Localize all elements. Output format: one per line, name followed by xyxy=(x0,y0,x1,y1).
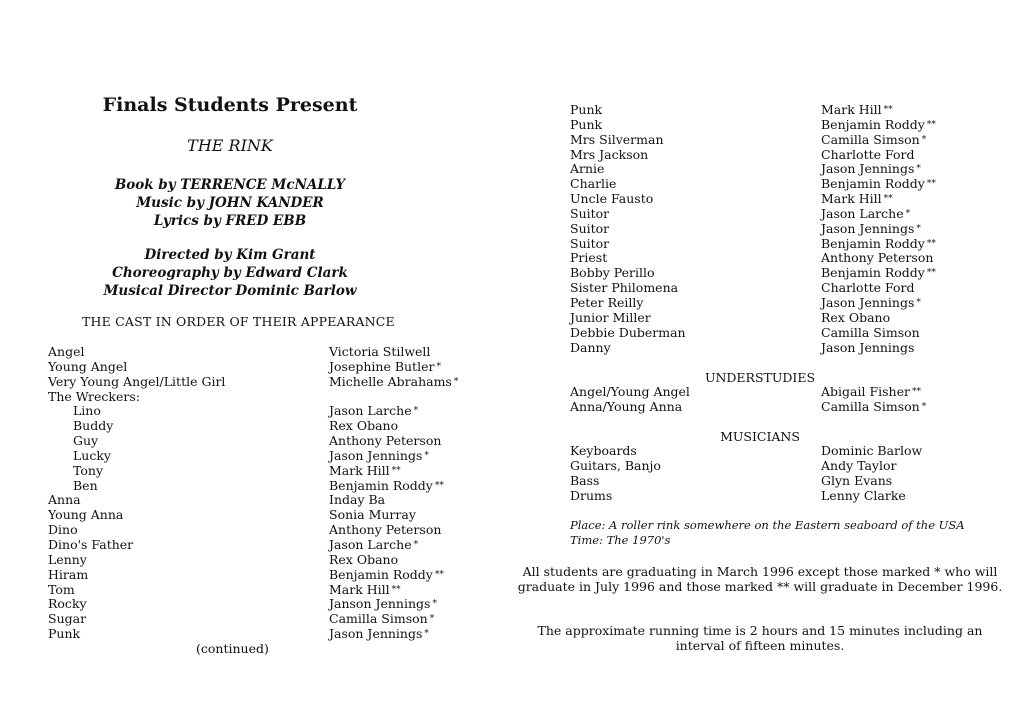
cast-row xyxy=(570,207,981,222)
performer-text: Benjamin Roddy xyxy=(821,116,925,132)
cast-row xyxy=(48,390,489,405)
performer-name xyxy=(821,489,981,504)
cast-row xyxy=(48,434,489,449)
performer-name xyxy=(329,583,489,598)
performer-name xyxy=(329,434,489,449)
role-name: Guitars, Banjo xyxy=(570,457,661,473)
musician-row xyxy=(570,444,981,459)
graduation-mark: ** xyxy=(911,387,921,397)
cast-row xyxy=(570,311,981,326)
graduation-mark: ** xyxy=(883,105,893,115)
performer-name xyxy=(329,612,489,627)
cast-list xyxy=(48,345,489,642)
cast-row xyxy=(570,192,981,207)
cast-row xyxy=(570,222,981,237)
musicians-list xyxy=(570,444,981,503)
role-name: Bass xyxy=(570,472,600,488)
graduation-mark: * xyxy=(921,401,927,412)
performer-name xyxy=(329,404,489,419)
performer-name xyxy=(821,326,981,341)
musicians-heading: MUSICIANS xyxy=(720,429,800,444)
role-name: Tom xyxy=(48,581,75,597)
performer-text: Anthony Peterson xyxy=(329,522,442,538)
musician-row xyxy=(570,474,981,489)
graduation-mark: ** xyxy=(434,569,444,580)
cast-row xyxy=(48,553,489,568)
performer-text: Sonia Murray xyxy=(329,507,416,523)
performer-text: Charlotte Ford xyxy=(821,280,915,296)
writing-credits xyxy=(0,176,460,230)
graduation-mark: * xyxy=(432,599,437,610)
performer-text: Charlotte Ford xyxy=(821,146,915,162)
show-title: THE RINK xyxy=(187,136,273,155)
role-name: Angel xyxy=(48,344,85,359)
performer-name xyxy=(821,385,981,400)
performer-text: Jason Jennings xyxy=(329,626,423,642)
cast-row xyxy=(570,296,981,311)
role-name: Charlie xyxy=(570,176,617,192)
role-name: Keyboards xyxy=(570,443,637,458)
lyrics-credit: Lyrics by FRED EBB xyxy=(153,213,307,229)
performer-name xyxy=(821,400,981,415)
performer-text: Camilla Simson xyxy=(329,611,428,627)
understudy-row xyxy=(570,400,981,415)
graduation-mark: * xyxy=(916,223,921,234)
performer-text: Jason Jennings xyxy=(821,220,915,236)
running-time-line: The approximate running time is 2 hours and 15 minutes including an xyxy=(537,623,983,638)
performer-name xyxy=(329,419,489,434)
performer-text: Jason Larche xyxy=(821,205,904,221)
role-name: Very Young Angel/Little Girl xyxy=(48,373,226,389)
role-name: Lino xyxy=(73,403,101,419)
graduation-mark: * xyxy=(921,134,927,145)
performer-name xyxy=(329,493,489,508)
role-name: Peter Reilly xyxy=(570,294,644,310)
performer-name xyxy=(821,222,981,237)
role-name: Debbie Duberman xyxy=(570,324,686,340)
understudy-row xyxy=(570,385,981,400)
role-name: Dino's Father xyxy=(48,536,134,552)
performer-name xyxy=(821,162,981,177)
music-credit: Music by JOHN KANDER xyxy=(136,195,324,211)
performer-text: Anthony Peterson xyxy=(821,250,934,266)
cast-row xyxy=(48,375,489,390)
role-name: Danny xyxy=(570,339,611,355)
role-name: Young Anna xyxy=(48,507,124,523)
performer-text: Abigail Fisher xyxy=(821,384,910,399)
role-name: Sugar xyxy=(48,611,87,627)
performer-text: Inday Ba xyxy=(329,492,386,508)
book-credit: Book by TERRENCE McNALLY xyxy=(114,177,346,193)
graduation-mark: * xyxy=(436,361,441,372)
graduation-mark: * xyxy=(413,539,419,550)
performer-name xyxy=(821,237,981,252)
role-name: Junior Miller xyxy=(570,309,651,325)
performer-text: Jason Jennings xyxy=(329,447,423,463)
role-name: Ben xyxy=(73,477,98,493)
cast-row xyxy=(570,103,981,118)
performer-name xyxy=(329,390,489,405)
graduation-mark: ** xyxy=(926,119,936,130)
cast-row xyxy=(570,177,981,192)
performer-name xyxy=(821,474,981,489)
graduation-mark: * xyxy=(916,297,921,308)
performer-text: Benjamin Roddy xyxy=(821,265,925,281)
performer-name xyxy=(329,523,489,538)
place-text: Place: A roller rink somewhere on the Eastern seaboard of the USA xyxy=(570,518,965,532)
cast-row xyxy=(48,493,489,508)
performer-text: Rex Obano xyxy=(821,309,891,325)
performer-text: Mark Hill xyxy=(821,191,882,207)
cast-row xyxy=(570,133,981,148)
performer-name xyxy=(329,360,489,375)
cast-heading: THE CAST IN ORDER OF THEIR APPEARANCE xyxy=(82,314,395,329)
role-name: Arnie xyxy=(570,161,605,177)
role-name: Buddy xyxy=(73,418,114,434)
performer-text: Michelle Abrahams xyxy=(329,373,452,389)
graduation-mark: ** xyxy=(883,194,893,205)
performer-text: Benjamin Roddy xyxy=(821,235,925,251)
performer-name xyxy=(821,251,981,266)
performer-name xyxy=(821,296,981,311)
role-name: Drums xyxy=(570,487,613,503)
cast-list-continued xyxy=(570,103,981,355)
graduation-mark: ** xyxy=(391,465,401,476)
cast-row xyxy=(48,479,489,494)
role-name: Suitor xyxy=(570,235,610,251)
cast-row xyxy=(48,449,489,464)
cast-row xyxy=(570,266,981,281)
cast-row xyxy=(48,464,489,479)
musician-row xyxy=(570,459,981,474)
right-page xyxy=(512,0,1024,717)
cast-row xyxy=(570,341,981,356)
performer-name xyxy=(821,311,981,326)
performer-text: Camilla Simson xyxy=(821,324,920,340)
cast-row xyxy=(48,568,489,583)
role-name: Rocky xyxy=(48,596,87,612)
performer-text: Anthony Peterson xyxy=(329,433,442,449)
cast-row xyxy=(48,583,489,598)
performer-text: Jason Jennings xyxy=(821,339,915,355)
performer-name xyxy=(329,508,489,523)
role-name: Lenny xyxy=(48,551,87,567)
performer-name xyxy=(821,148,981,163)
performer-text: Janson Jennings xyxy=(329,596,431,612)
cast-row xyxy=(570,148,981,163)
cast-row xyxy=(570,118,981,133)
cast-row xyxy=(48,538,489,553)
performer-text: Camilla Simson xyxy=(821,398,920,414)
performer-text: Lenny Clarke xyxy=(821,487,906,503)
graduation-mark: ** xyxy=(926,238,936,249)
cast-row xyxy=(570,251,981,266)
role-name: Sister Philomena xyxy=(570,280,679,296)
musical-director-credit: Musical Director Dominic Barlow xyxy=(103,283,357,299)
performer-text: Camilla Simson xyxy=(821,131,920,147)
performer-name xyxy=(821,118,981,133)
cast-row xyxy=(48,612,489,627)
graduation-mark: ** xyxy=(926,268,936,279)
role-name: Bobby Perillo xyxy=(570,265,655,281)
production-credits xyxy=(0,246,460,300)
performer-text: Rex Obano xyxy=(329,551,399,567)
performer-name xyxy=(329,597,489,612)
cast-row xyxy=(48,360,489,375)
role-name: Punk xyxy=(570,116,603,132)
graduation-mark: * xyxy=(424,450,429,461)
performer-text: Benjamin Roddy xyxy=(329,566,433,582)
performer-text: Benjamin Roddy xyxy=(329,477,433,493)
performer-text: Jason Jennings xyxy=(821,294,915,310)
role-name: Dino xyxy=(48,522,78,538)
performer-name xyxy=(329,345,489,360)
cast-row xyxy=(48,523,489,538)
understudies-list xyxy=(570,385,981,415)
role-name: Tony xyxy=(73,462,104,478)
performer-name xyxy=(821,281,981,296)
performer-name xyxy=(329,553,489,568)
performer-text: Victoria Stilwell xyxy=(329,344,431,359)
performer-name xyxy=(329,464,489,479)
performer-name xyxy=(821,192,981,207)
role-name: Mrs Silverman xyxy=(570,131,664,147)
graduation-note-line: graduate in July 1996 and those marked ** will graduate in December 1996. xyxy=(517,579,1003,594)
graduation-mark: * xyxy=(424,629,429,640)
performer-name xyxy=(821,459,981,474)
choreography-credit: Choreography by Edward Clark xyxy=(112,265,348,281)
graduation-mark: ** xyxy=(391,584,401,595)
cast-row xyxy=(570,281,981,296)
performer-name xyxy=(821,177,981,192)
graduation-mark: * xyxy=(916,164,921,175)
performer-name xyxy=(821,266,981,281)
performer-name xyxy=(821,341,981,356)
performer-name xyxy=(329,568,489,583)
performer-name xyxy=(329,627,489,642)
performer-text: Glyn Evans xyxy=(821,472,893,488)
role-name: Anna xyxy=(48,492,81,508)
performer-name xyxy=(821,444,981,459)
time-text: Time: The 1970's xyxy=(570,533,671,547)
understudies-heading: UNDERSTUDIES xyxy=(704,370,816,385)
graduation-mark: ** xyxy=(926,179,936,190)
role-name: Priest xyxy=(570,250,608,266)
performer-name xyxy=(329,375,489,390)
graduation-mark: * xyxy=(413,406,419,417)
graduation-note-line: All students are graduating in March 1996 except those marked * who will xyxy=(522,564,998,579)
role-name: Young Angel xyxy=(48,358,128,374)
role-name: Anna/Young Anna xyxy=(570,398,683,414)
performer-text: Mark Hill xyxy=(329,581,390,597)
performer-name xyxy=(329,449,489,464)
running-time-note xyxy=(512,623,1008,653)
role-name: Mrs Jackson xyxy=(570,146,649,162)
performer-text: Benjamin Roddy xyxy=(821,176,925,192)
role-name: The Wreckers: xyxy=(48,388,140,404)
performer-text: Mark Hill xyxy=(821,102,882,117)
performer-name xyxy=(329,538,489,553)
cast-row xyxy=(48,419,489,434)
role-name: Uncle Fausto xyxy=(570,191,654,207)
cast-row xyxy=(48,508,489,523)
program-title: Finals Students Present xyxy=(102,94,358,116)
role-name: Punk xyxy=(48,626,81,642)
graduation-mark: * xyxy=(429,614,435,625)
performer-text: Jason Larche xyxy=(329,403,412,419)
musician-row xyxy=(570,489,981,504)
cast-row xyxy=(48,404,489,419)
performer-name xyxy=(329,479,489,494)
role-name: Punk xyxy=(570,102,603,117)
cast-row xyxy=(570,162,981,177)
setting-note xyxy=(570,518,965,548)
role-name: Hiram xyxy=(48,566,89,582)
performer-text: Jason Jennings xyxy=(821,161,915,177)
running-time-line: interval of fifteen minutes. xyxy=(675,638,845,653)
cast-row xyxy=(570,326,981,341)
role-name: Suitor xyxy=(570,205,610,221)
cast-row xyxy=(48,345,489,360)
graduation-mark: ** xyxy=(434,480,444,491)
performer-text: Rex Obano xyxy=(329,418,399,434)
role-name: Suitor xyxy=(570,220,610,236)
performer-name xyxy=(821,103,981,118)
role-name: Lucky xyxy=(73,447,111,463)
performer-text: Andy Taylor xyxy=(821,457,897,473)
role-name: Guy xyxy=(73,433,99,449)
performer-text: Josephine Butler xyxy=(329,358,435,374)
continued-label: (continued) xyxy=(196,641,269,656)
cast-row xyxy=(570,237,981,252)
cast-row xyxy=(48,627,489,642)
graduation-mark: * xyxy=(453,376,459,387)
role-name: Angel/Young Angel xyxy=(570,384,690,399)
graduation-note xyxy=(512,564,1008,594)
performer-text: Mark Hill xyxy=(329,462,390,478)
graduation-mark: * xyxy=(905,208,911,219)
performer-text: Dominic Barlow xyxy=(821,443,923,458)
performer-name xyxy=(821,133,981,148)
director-credit: Directed by Kim Grant xyxy=(144,247,316,263)
performer-name xyxy=(821,207,981,222)
performer-text: Jason Larche xyxy=(329,536,412,552)
cast-row xyxy=(48,597,489,612)
